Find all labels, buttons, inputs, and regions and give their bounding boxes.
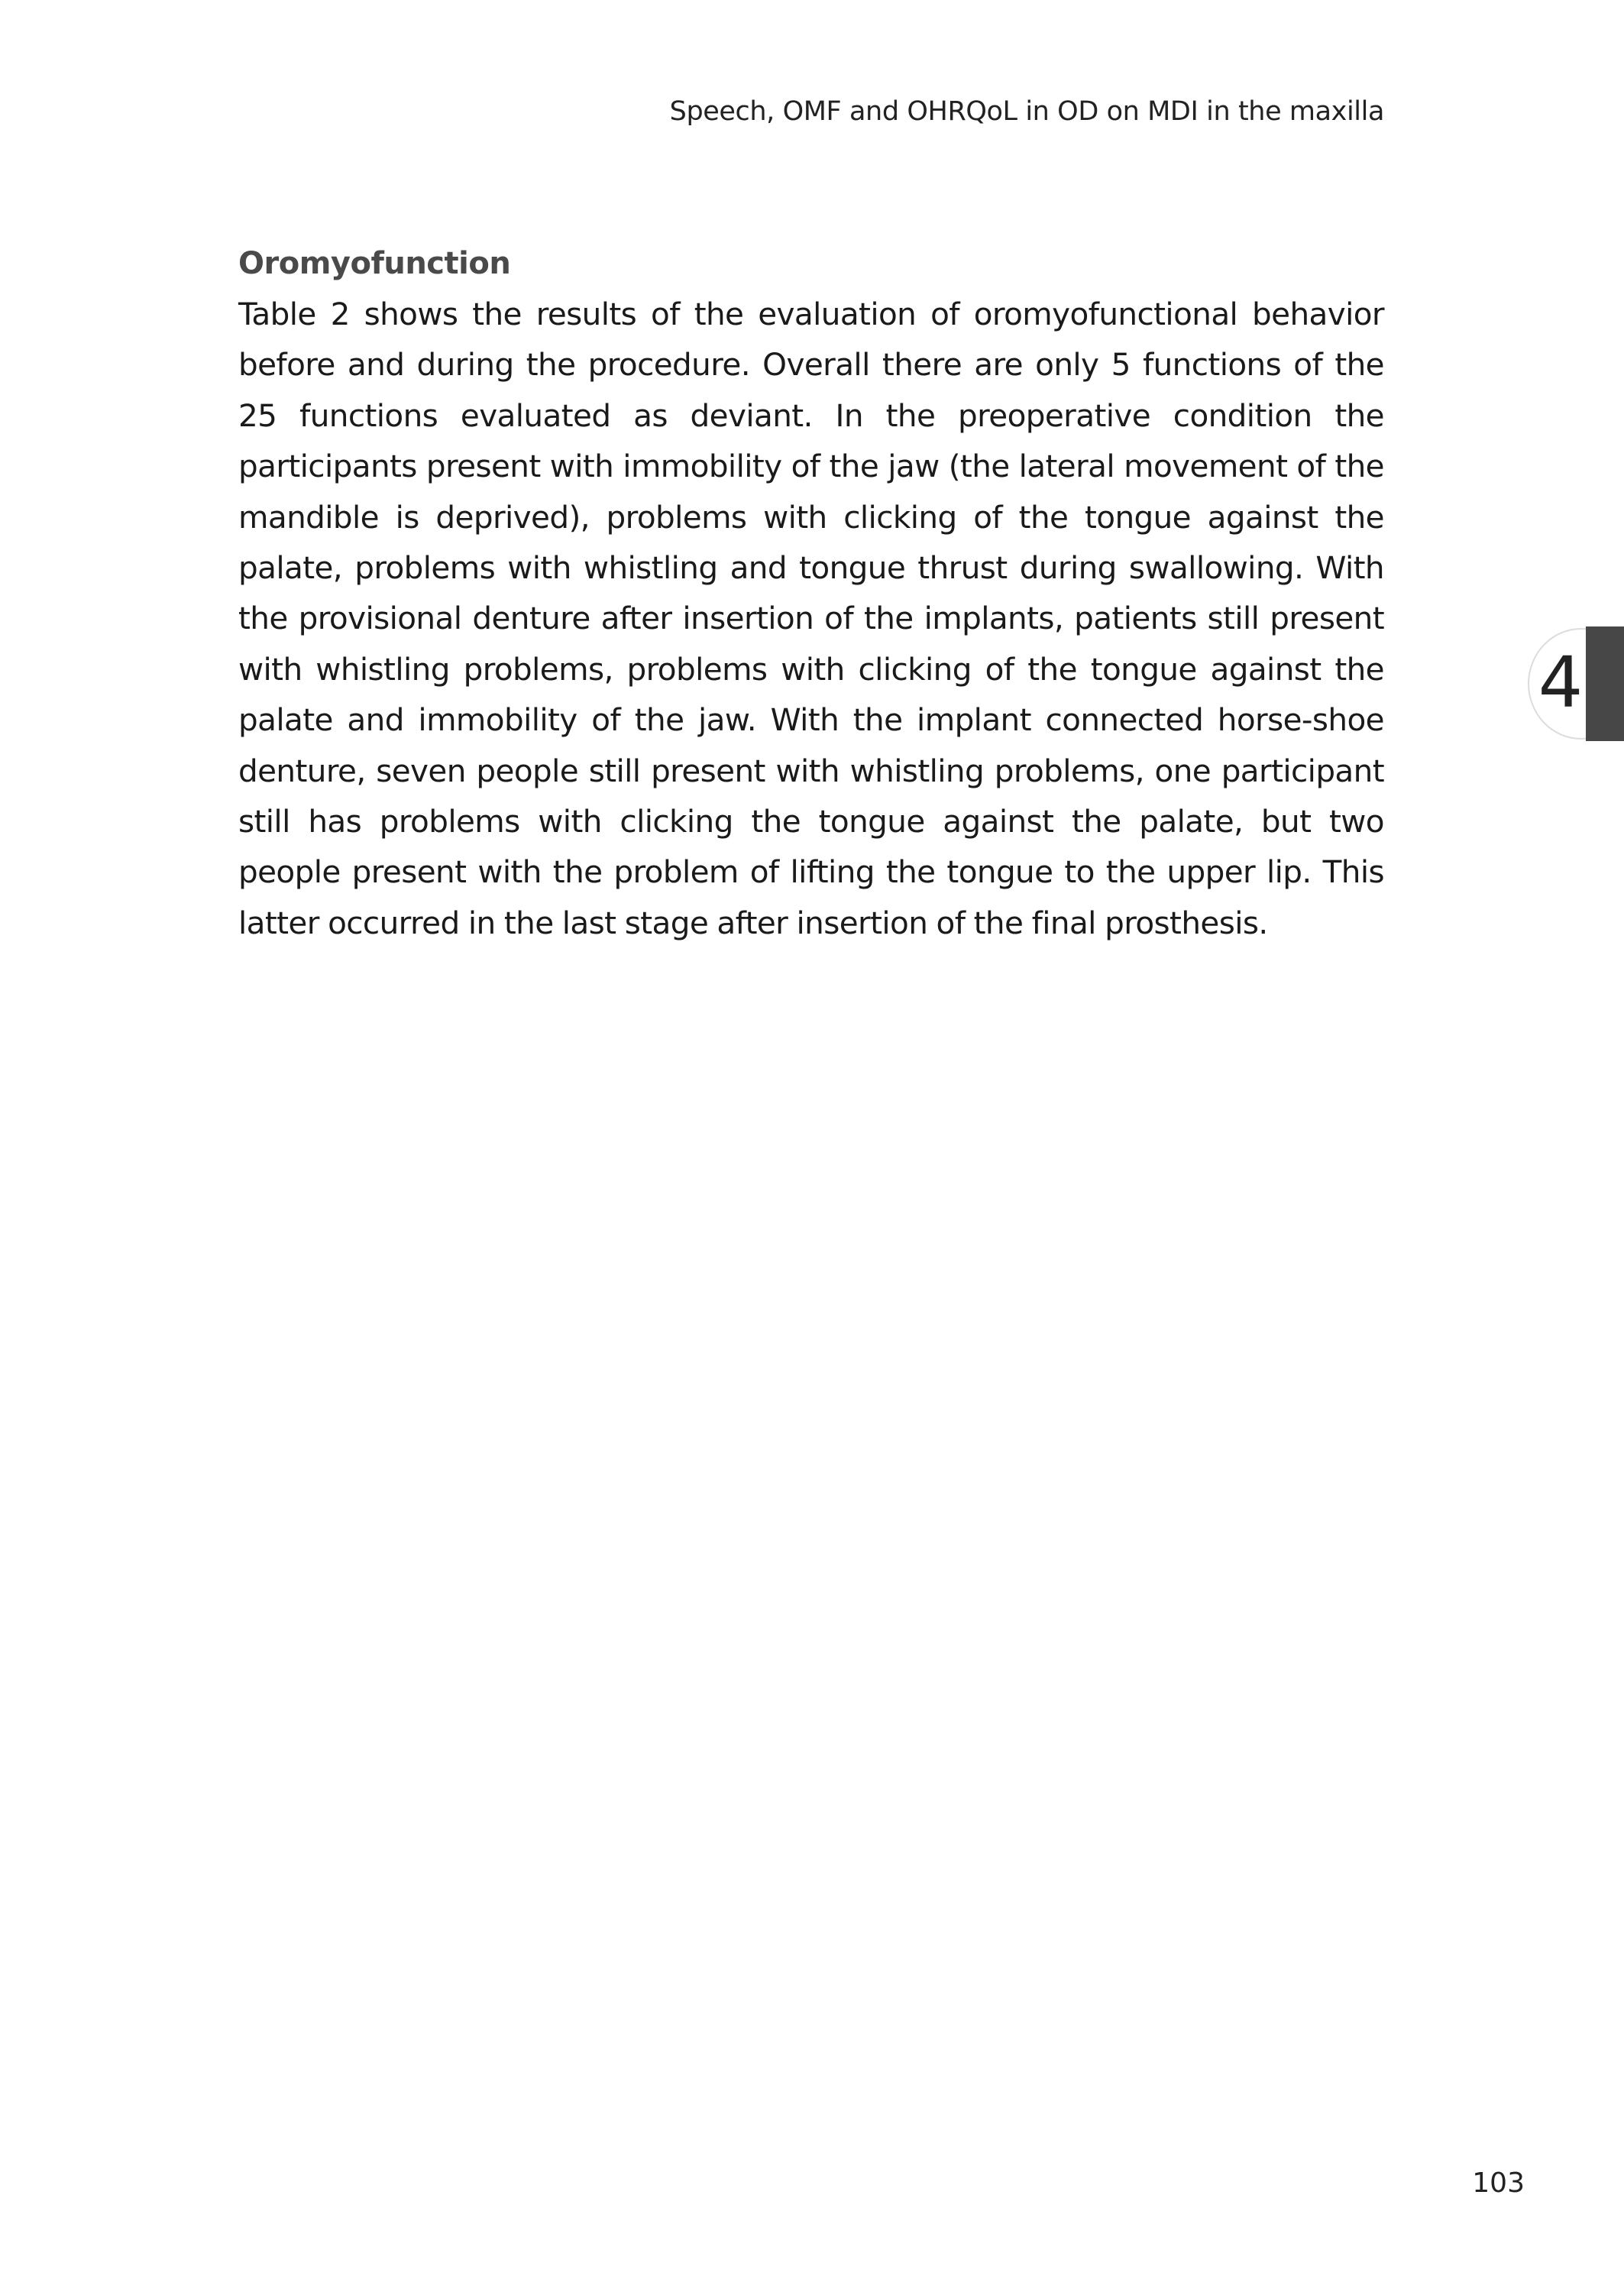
chapter-tab: [1525, 626, 1624, 741]
chapter-tab-bar: [1586, 626, 1624, 741]
main-content: [238, 238, 1384, 948]
body-paragraph: Table 2 shows the results of the evaluation of oromyofunctional behavior before and during the procedure. Overall there are only 5 functions of the 25 functions evaluated as deviant. In the preoperative condition the participants present with immobility of the jaw (the lateral movement of the mandible is deprived), problems with clicking of the tongue against the palate, problems with whistling and tongue thrust during swallowing. With the provisional denture after insertion of the implants, patients still present with whistling problems, problems with clicking of the tongue against the palate and immobility of the jaw. With the implant connected horse-shoe denture, seven people still present with whistling problems, one participant still has problems with clicking the tongue against the palate, but two people present with the problem of lifting the tongue to the upper lip. This latter occurred in the last stage after insertion of the final prosthesis.: [238, 296, 1384, 941]
running-header: Speech, OMF and OHRQoL in OD on MDI in the maxilla: [669, 96, 1384, 127]
section-heading: Oromyofunction: [238, 246, 511, 281]
page-number: 103: [1472, 2167, 1525, 2199]
chapter-number: 4: [1538, 642, 1584, 724]
